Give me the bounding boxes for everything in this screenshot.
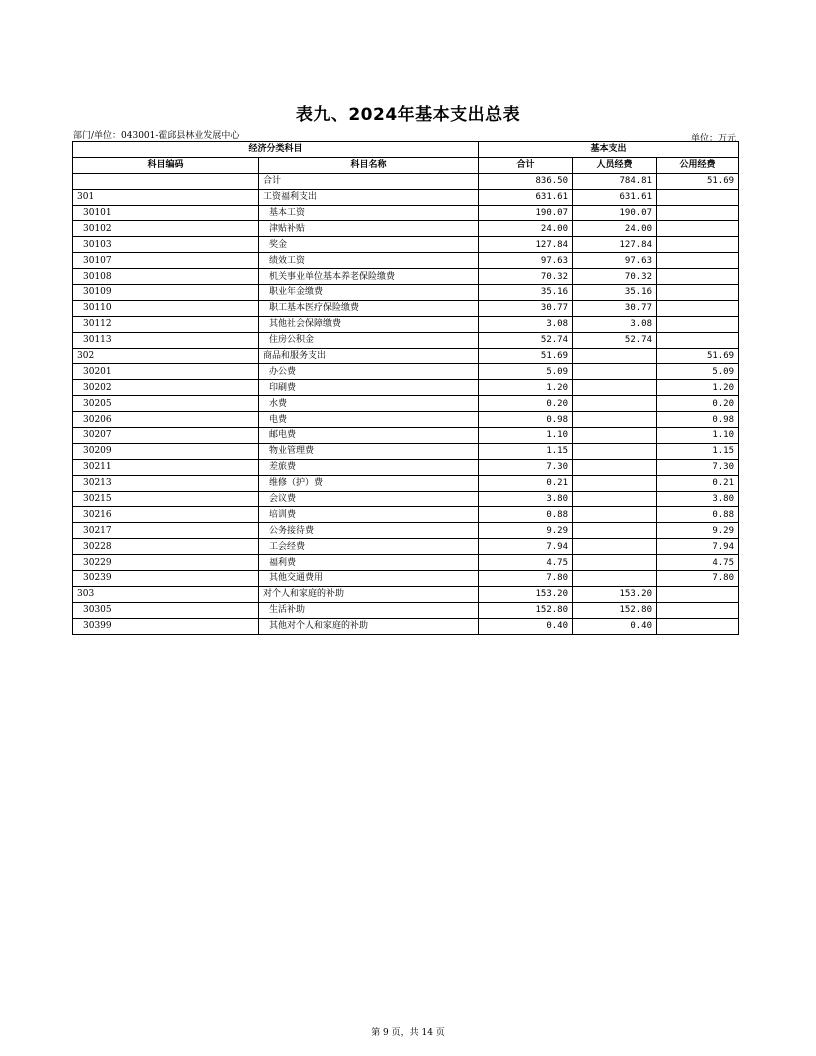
cell-public <box>657 602 739 618</box>
cell-code: 30216 <box>73 507 259 523</box>
table-row <box>73 205 739 221</box>
cell-total: 5.09 <box>479 364 573 380</box>
cell-name: 印刷费 <box>259 380 479 396</box>
cell-name: 工会经费 <box>259 539 479 555</box>
cell-code: 302 <box>73 348 259 364</box>
table-row <box>73 300 739 316</box>
cell-total: 3.08 <box>479 316 573 332</box>
table-row <box>73 428 739 444</box>
cell-code: 30108 <box>73 269 259 285</box>
cell-public <box>657 285 739 301</box>
table-row <box>73 332 739 348</box>
cell-code: 30101 <box>73 205 259 221</box>
table-row <box>73 618 739 634</box>
cell-total: 24.00 <box>479 221 573 237</box>
cell-name: 奖金 <box>259 237 479 253</box>
cell-personnel <box>573 491 657 507</box>
cell-public: 0.98 <box>657 412 739 428</box>
cell-public: 3.80 <box>657 491 739 507</box>
cell-public: 51.69 <box>657 348 739 364</box>
cell-personnel: 24.00 <box>573 221 657 237</box>
department-label: 部门/单位：043001-霍邱县林业发展中心 <box>73 131 240 141</box>
cell-personnel <box>573 539 657 555</box>
header-economic-category: 经济分类科目 <box>73 142 479 158</box>
cell-code: 30228 <box>73 539 259 555</box>
cell-name: 基本工资 <box>259 205 479 221</box>
cell-code: 30305 <box>73 602 259 618</box>
cell-code: 301 <box>73 189 259 205</box>
cell-public <box>657 269 739 285</box>
cell-total: 30.77 <box>479 300 573 316</box>
cell-code: 30215 <box>73 491 259 507</box>
cell-public <box>657 221 739 237</box>
cell-public: 51.69 <box>657 173 739 189</box>
cell-personnel: 0.40 <box>573 618 657 634</box>
cell-code: 30209 <box>73 443 259 459</box>
cell-total: 7.80 <box>479 571 573 587</box>
cell-public: 5.09 <box>657 364 739 380</box>
cell-total: 4.75 <box>479 555 573 571</box>
table-row <box>73 507 739 523</box>
cell-personnel <box>573 412 657 428</box>
table-body <box>73 173 739 634</box>
cell-code: 30202 <box>73 380 259 396</box>
cell-total: 0.88 <box>479 507 573 523</box>
cell-personnel <box>573 555 657 571</box>
cell-code: 30205 <box>73 396 259 412</box>
cell-personnel: 97.63 <box>573 253 657 269</box>
cell-name: 绩效工资 <box>259 253 479 269</box>
cell-name: 邮电费 <box>259 428 479 444</box>
cell-name: 住房公积金 <box>259 332 479 348</box>
table-row <box>73 443 739 459</box>
cell-total: 7.30 <box>479 459 573 475</box>
table-row <box>73 571 739 587</box>
cell-name: 福利费 <box>259 555 479 571</box>
cell-total: 9.29 <box>479 523 573 539</box>
cell-public <box>657 237 739 253</box>
cell-code: 30211 <box>73 459 259 475</box>
cell-public: 7.30 <box>657 459 739 475</box>
table-row <box>73 253 739 269</box>
cell-code: 30239 <box>73 571 259 587</box>
cell-code: 303 <box>73 586 259 602</box>
page-footer: 第 9 页，共 14 页 <box>371 1028 445 1038</box>
cell-name: 生活补助 <box>259 602 479 618</box>
cell-public <box>657 618 739 634</box>
page-title: 表九、2024年基本支出总表 <box>295 105 521 125</box>
cell-personnel: 35.16 <box>573 285 657 301</box>
cell-personnel: 190.07 <box>573 205 657 221</box>
cell-total: 127.84 <box>479 237 573 253</box>
header-personnel: 人员经费 <box>573 157 657 173</box>
cell-total: 0.21 <box>479 475 573 491</box>
cell-name: 公务接待费 <box>259 523 479 539</box>
cell-total: 52.74 <box>479 332 573 348</box>
cell-personnel <box>573 364 657 380</box>
cell-code <box>73 173 259 189</box>
cell-total: 1.15 <box>479 443 573 459</box>
cell-personnel <box>573 475 657 491</box>
cell-personnel <box>573 428 657 444</box>
header-total: 合计 <box>479 157 573 173</box>
basic-expenditure-table <box>72 141 739 635</box>
cell-total: 1.10 <box>479 428 573 444</box>
cell-total: 7.94 <box>479 539 573 555</box>
cell-personnel: 153.20 <box>573 586 657 602</box>
cell-personnel <box>573 380 657 396</box>
cell-code: 30102 <box>73 221 259 237</box>
cell-name: 办公费 <box>259 364 479 380</box>
cell-personnel <box>573 507 657 523</box>
cell-name: 机关事业单位基本养老保险缴费 <box>259 269 479 285</box>
cell-public <box>657 332 739 348</box>
cell-name: 差旅费 <box>259 459 479 475</box>
cell-name: 商品和服务支出 <box>259 348 479 364</box>
cell-code: 30107 <box>73 253 259 269</box>
header-name: 科目名称 <box>259 157 479 173</box>
table-row <box>73 173 739 189</box>
header-column-row <box>73 157 739 173</box>
cell-code: 30109 <box>73 285 259 301</box>
cell-total: 0.40 <box>479 618 573 634</box>
header-public: 公用经费 <box>657 157 739 173</box>
cell-code: 30213 <box>73 475 259 491</box>
table-row <box>73 364 739 380</box>
cell-public: 1.20 <box>657 380 739 396</box>
cell-total: 97.63 <box>479 253 573 269</box>
cell-total: 1.20 <box>479 380 573 396</box>
cell-personnel: 30.77 <box>573 300 657 316</box>
table-row <box>73 396 739 412</box>
cell-name: 电费 <box>259 412 479 428</box>
cell-total: 3.80 <box>479 491 573 507</box>
cell-public: 1.10 <box>657 428 739 444</box>
table-row <box>73 348 739 364</box>
cell-name: 培训费 <box>259 507 479 523</box>
cell-code: 30217 <box>73 523 259 539</box>
cell-total: 51.69 <box>479 348 573 364</box>
cell-public: 9.29 <box>657 523 739 539</box>
table-row <box>73 285 739 301</box>
header-basic-expenditure: 基本支出 <box>479 142 739 158</box>
cell-name: 合计 <box>259 173 479 189</box>
cell-personnel: 631.61 <box>573 189 657 205</box>
cell-public: 4.75 <box>657 555 739 571</box>
table-row <box>73 602 739 618</box>
cell-personnel: 784.81 <box>573 173 657 189</box>
table-row <box>73 269 739 285</box>
cell-personnel <box>573 443 657 459</box>
cell-name: 津贴补贴 <box>259 221 479 237</box>
cell-name: 其他对个人和家庭的补助 <box>259 618 479 634</box>
cell-total: 190.07 <box>479 205 573 221</box>
cell-code: 30399 <box>73 618 259 634</box>
cell-public: 0.20 <box>657 396 739 412</box>
cell-personnel: 52.74 <box>573 332 657 348</box>
table-row <box>73 221 739 237</box>
table-row <box>73 491 739 507</box>
table-row <box>73 523 739 539</box>
table-row <box>73 316 739 332</box>
cell-personnel: 70.32 <box>573 269 657 285</box>
cell-code: 30229 <box>73 555 259 571</box>
cell-total: 0.20 <box>479 396 573 412</box>
table-row <box>73 459 739 475</box>
cell-personnel <box>573 523 657 539</box>
table-row <box>73 380 739 396</box>
cell-code: 30206 <box>73 412 259 428</box>
cell-name: 其他社会保障缴费 <box>259 316 479 332</box>
cell-name: 对个人和家庭的补助 <box>259 586 479 602</box>
cell-name: 会议费 <box>259 491 479 507</box>
cell-name: 工资福利支出 <box>259 189 479 205</box>
table-row <box>73 586 739 602</box>
table-row <box>73 475 739 491</box>
header-group-row <box>73 142 739 158</box>
table-row <box>73 412 739 428</box>
table-row <box>73 555 739 571</box>
cell-code: 30201 <box>73 364 259 380</box>
cell-name: 水费 <box>259 396 479 412</box>
cell-personnel: 127.84 <box>573 237 657 253</box>
cell-public <box>657 316 739 332</box>
cell-public: 1.15 <box>657 443 739 459</box>
cell-total: 35.16 <box>479 285 573 301</box>
cell-total: 70.32 <box>479 269 573 285</box>
cell-code: 30110 <box>73 300 259 316</box>
cell-personnel <box>573 396 657 412</box>
cell-code: 30207 <box>73 428 259 444</box>
cell-code: 30113 <box>73 332 259 348</box>
cell-personnel <box>573 571 657 587</box>
cell-public: 7.80 <box>657 571 739 587</box>
cell-name: 物业管理费 <box>259 443 479 459</box>
cell-total: 836.50 <box>479 173 573 189</box>
cell-total: 152.80 <box>479 602 573 618</box>
cell-name: 职工基本医疗保险缴费 <box>259 300 479 316</box>
cell-total: 631.61 <box>479 189 573 205</box>
table-row <box>73 539 739 555</box>
cell-public <box>657 253 739 269</box>
cell-total: 153.20 <box>479 586 573 602</box>
cell-public: 7.94 <box>657 539 739 555</box>
cell-personnel: 152.80 <box>573 602 657 618</box>
cell-public <box>657 205 739 221</box>
cell-personnel <box>573 459 657 475</box>
cell-name: 职业年金缴费 <box>259 285 479 301</box>
cell-total: 0.98 <box>479 412 573 428</box>
cell-name: 维修（护）费 <box>259 475 479 491</box>
cell-personnel: 3.08 <box>573 316 657 332</box>
cell-public: 0.21 <box>657 475 739 491</box>
table-row <box>73 189 739 205</box>
unit-label: 单位：万元 <box>690 134 736 144</box>
cell-personnel <box>573 348 657 364</box>
header-code: 科目编码 <box>73 157 259 173</box>
cell-public <box>657 300 739 316</box>
cell-public <box>657 586 739 602</box>
cell-public: 0.88 <box>657 507 739 523</box>
cell-code: 30112 <box>73 316 259 332</box>
cell-public <box>657 189 739 205</box>
table-row <box>73 237 739 253</box>
cell-name: 其他交通费用 <box>259 571 479 587</box>
cell-code: 30103 <box>73 237 259 253</box>
